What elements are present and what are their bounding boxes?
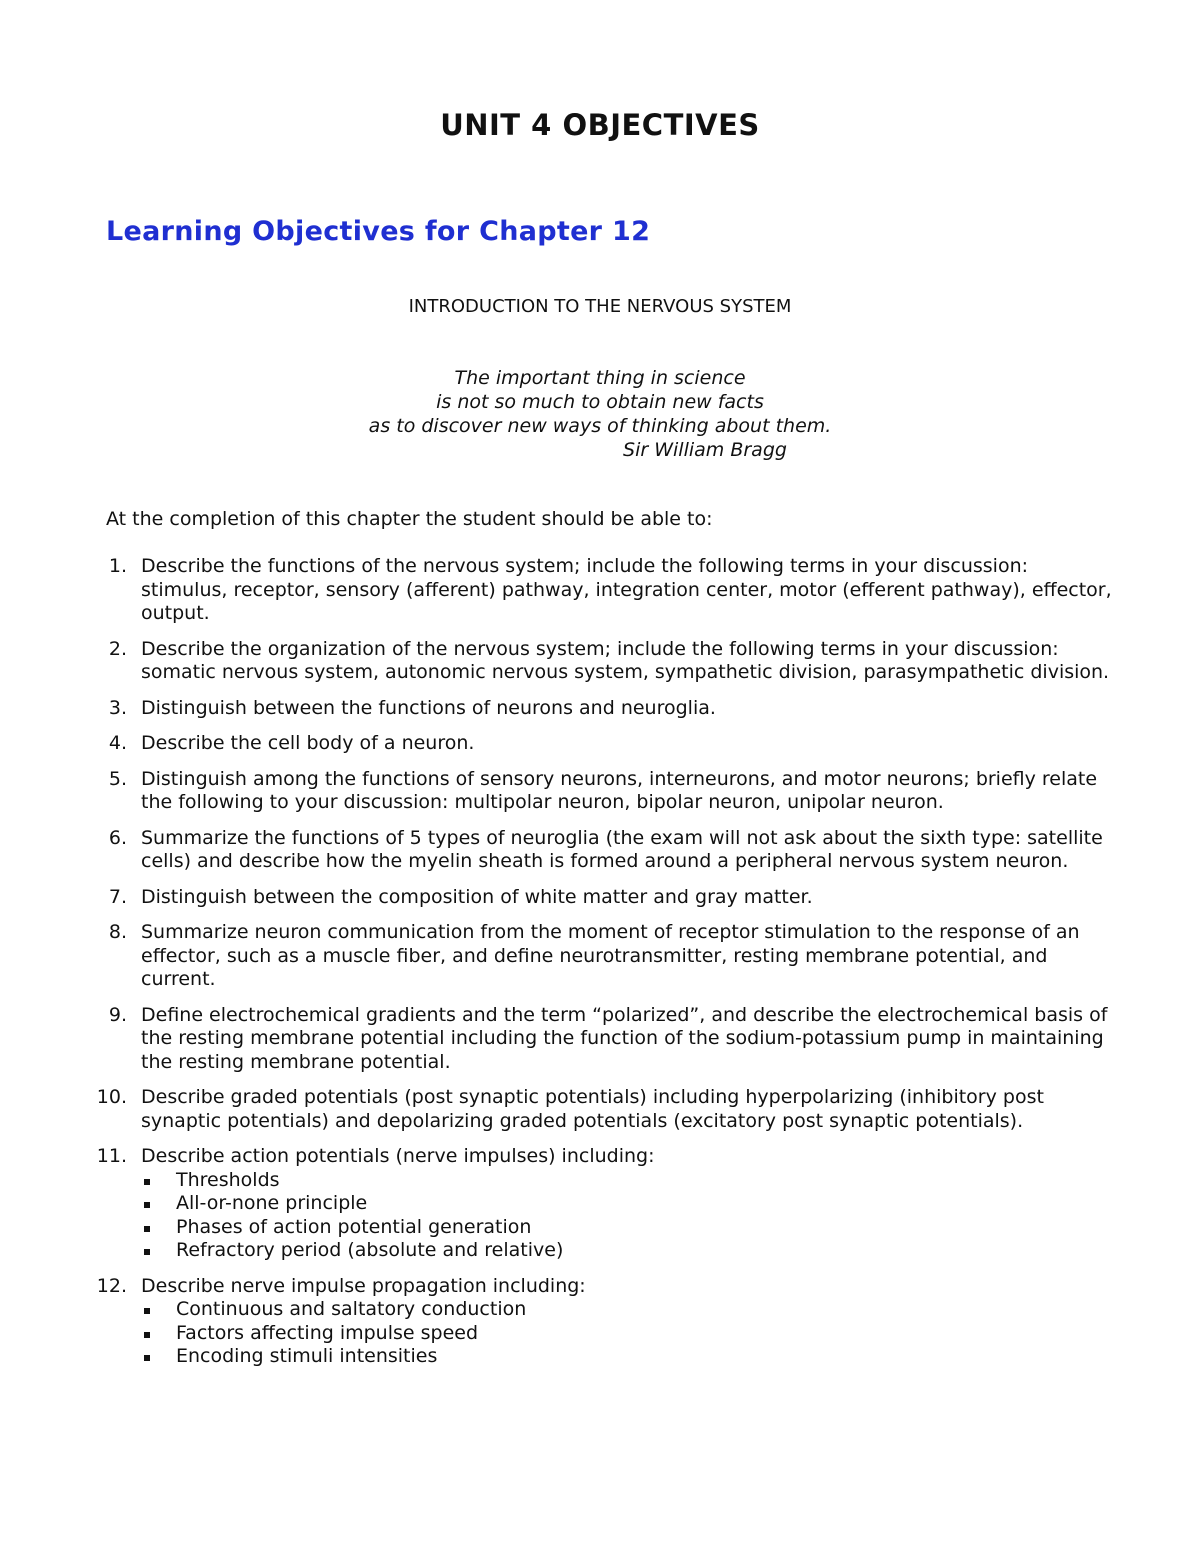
objective-number: 6. (108, 826, 127, 849)
objective-text: Define electrochemical gradients and the term “polarized”, and describe the electrochemical basis of the resting membrane potential including the function of the sodium-potassium pump in maintaining the resting membrane potential. (141, 1003, 1108, 1073)
objective-text: Describe the cell body of a neuron. (141, 732, 475, 754)
objective-item (0, 555, 1200, 626)
objective-number: 9. (108, 1003, 127, 1026)
square-bullet-icon (144, 1179, 150, 1185)
objective-number: 10. (96, 1086, 127, 1108)
square-bullet-icon (144, 1332, 150, 1338)
objective-item (0, 921, 1200, 992)
objective-text: Distinguish between the composition of white matter and gray matter. (141, 885, 813, 908)
objective-item (0, 827, 1200, 874)
objective-item (0, 1086, 1200, 1133)
chapter-title: Learning Objectives for Chapter 12 (106, 216, 651, 247)
objective-text: Distinguish among the functions of sensory neurons, interneurons, and motor neurons; briefly relate the following to your discussion: multipolar neuron, bipolar neuron, unipolar neuron. (141, 767, 1098, 813)
quote-line: as to discover new ways of thinking about them. (368, 415, 832, 437)
square-bullet-icon (144, 1308, 150, 1314)
sublist-item (141, 1239, 1120, 1263)
sublist-item-text: Continuous and saltatory conduction (176, 1298, 527, 1320)
objective-item (0, 732, 1200, 756)
intro-text: At the completion of this chapter the student should be able to: (106, 508, 713, 530)
square-bullet-icon (144, 1249, 150, 1255)
objective-item (0, 1275, 1200, 1369)
objective-text: Describe graded potentials (post synaptic potentials) including hyperpolarizing (inhibitory post synaptic potentials) and depolarizing graded potentials (excitatory post synaptic potentials). (141, 1086, 1044, 1132)
objectives-list (0, 555, 1200, 1381)
chapter-subtitle: INTRODUCTION TO THE NERVOUS SYSTEM (408, 296, 792, 317)
sublist-item (141, 1169, 1120, 1193)
quote-line: The important thing in science (454, 367, 746, 389)
objective-number: 12. (96, 1274, 127, 1297)
objective-text: Summarize the functions of 5 types of neuroglia (the exam will not ask about the sixth type: satellite cells) and describe how the myelin sheath is formed around a peripheral nervous system neuron. (141, 826, 1103, 872)
sublist-item-text: Factors affecting impulse speed (176, 1321, 479, 1344)
square-bullet-icon (144, 1202, 150, 1208)
objective-text: Describe action potentials (nerve impulses) including: (141, 1145, 655, 1167)
objective-text: Describe the functions of the nervous system; include the following terms in your discussion: stimulus, receptor, sensory (afferent) pathway, integration center, motor (efferent pathway), effector, output. (141, 555, 1112, 624)
sublist-item-text: All-or-none principle (176, 1192, 368, 1214)
objective-item (0, 697, 1200, 721)
objective-sublist (141, 1298, 1120, 1369)
objective-number: 8. (108, 921, 127, 943)
objective-text: Describe the organization of the nervous system; include the following terms in your discussion: somatic nervous system, autonomic nervous system, sympathetic division, parasympathetic division. (141, 637, 1110, 683)
sublist-item (141, 1216, 1120, 1240)
square-bullet-icon (144, 1226, 150, 1232)
objective-item (0, 886, 1200, 910)
objective-number: 1. (108, 555, 127, 577)
objective-text: Summarize neuron communication from the moment of receptor stimulation to the response of an effector, such as a muscle fiber, and define neurotransmitter, resting membrane potential, and current. (141, 921, 1080, 990)
quote-line: is not so much to obtain new facts (436, 391, 764, 413)
objective-sublist (141, 1169, 1120, 1263)
objective-number: 4. (108, 732, 127, 754)
objective-item (0, 1145, 1200, 1263)
objective-number: 11. (96, 1145, 127, 1167)
unit-title: UNIT 4 OBJECTIVES (440, 108, 760, 142)
objective-number: 3. (108, 696, 127, 719)
objective-text: Describe nerve impulse propagation including: (141, 1274, 586, 1297)
sublist-item-text: Refractory period (absolute and relative) (176, 1239, 564, 1261)
objective-item (0, 638, 1200, 685)
objective-number: 5. (108, 767, 127, 790)
sublist-item (141, 1192, 1120, 1216)
quote-author: Sir William Bragg (623, 439, 787, 461)
objective-item (0, 1004, 1200, 1075)
objective-number: 2. (108, 637, 127, 660)
objective-number: 7. (108, 885, 127, 908)
epigraph-quote (0, 366, 1200, 462)
objective-item (0, 768, 1200, 815)
sublist-item (141, 1345, 1120, 1369)
objective-text: Distinguish between the functions of neurons and neuroglia. (141, 696, 716, 719)
sublist-item-text: Phases of action potential generation (176, 1215, 532, 1238)
sublist-item-text: Encoding stimuli intensities (176, 1345, 438, 1367)
sublist-item-text: Thresholds (176, 1168, 280, 1191)
sublist-item (141, 1298, 1120, 1322)
sublist-item (141, 1322, 1120, 1346)
square-bullet-icon (144, 1355, 150, 1361)
